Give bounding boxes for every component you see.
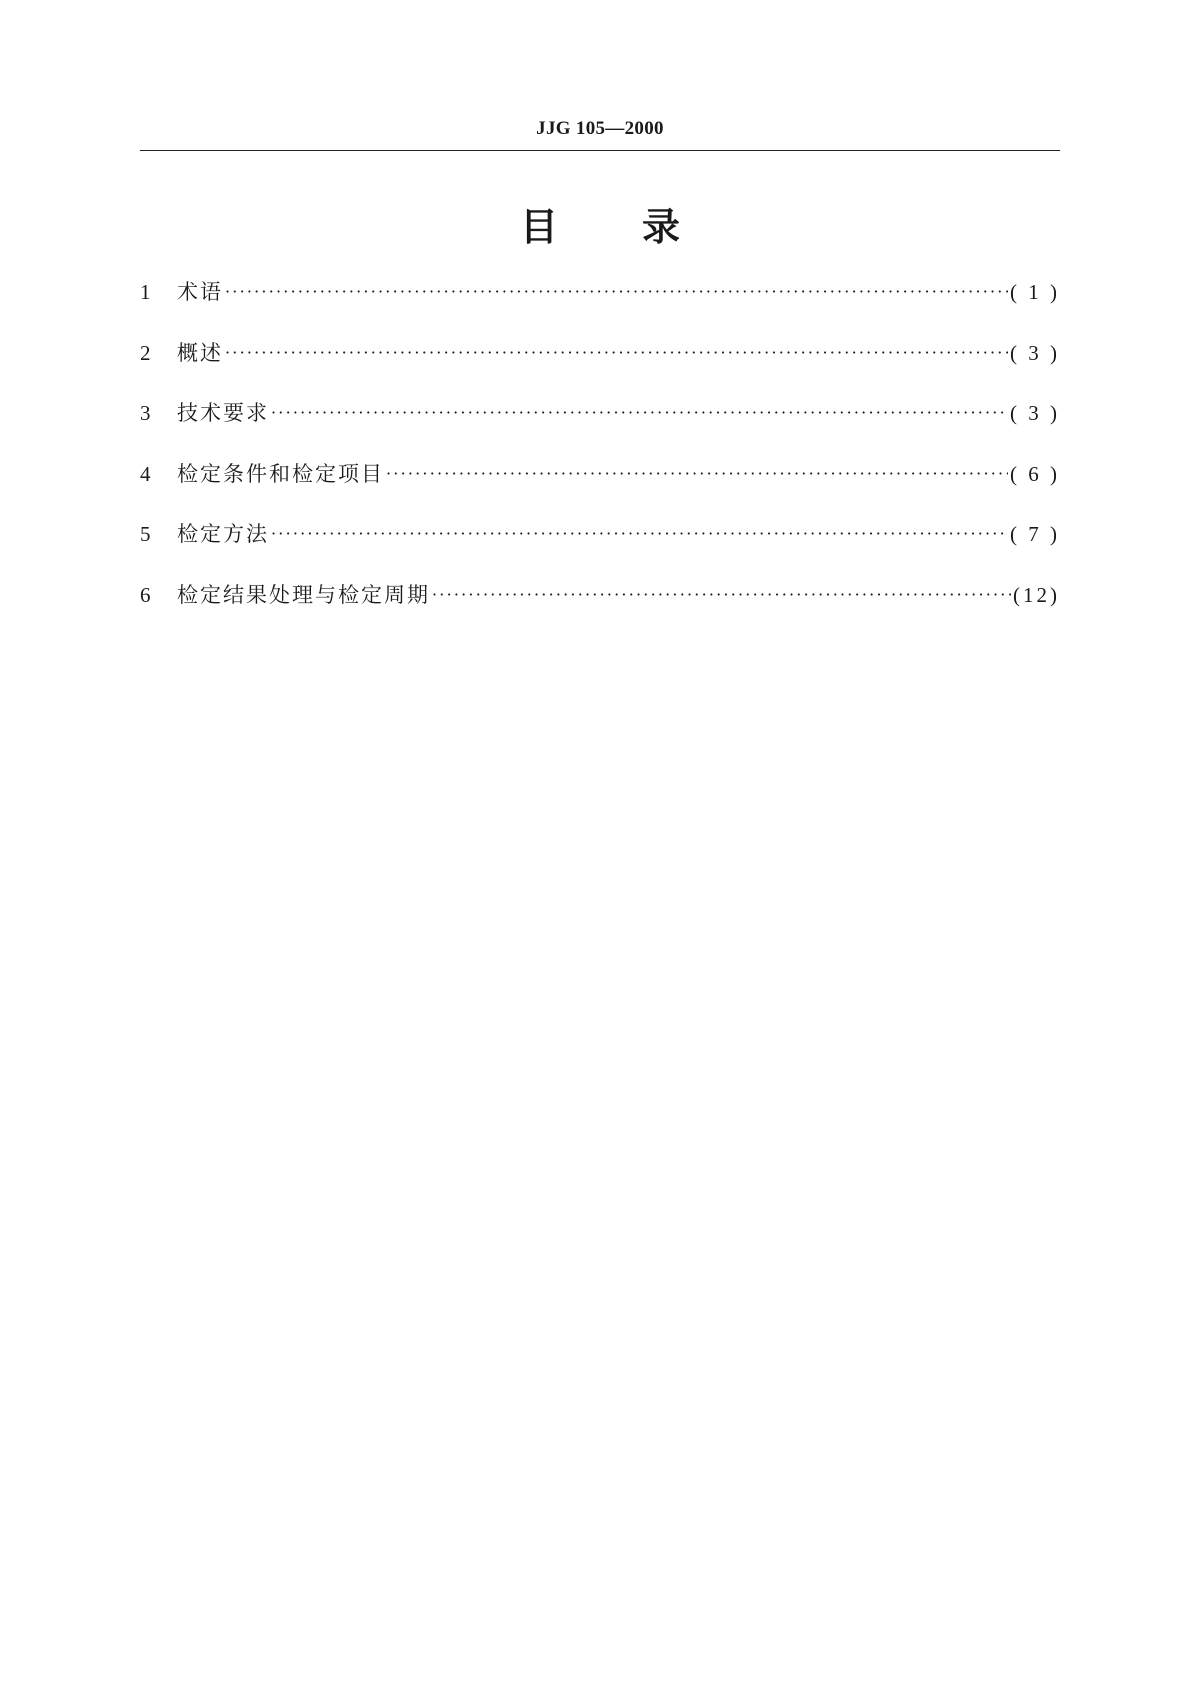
dot-leader	[225, 278, 1008, 299]
toc-entry-label: 检定方法	[177, 522, 269, 546]
toc-entry[interactable]	[140, 337, 1060, 398]
toc-entry[interactable]	[140, 518, 1060, 579]
toc-entry-number: 6	[140, 582, 151, 607]
toc-entry[interactable]	[140, 579, 1060, 640]
toc-entry[interactable]	[140, 276, 1060, 337]
toc-entry[interactable]	[140, 397, 1060, 458]
dot-leader	[432, 581, 1011, 602]
toc-entry-page: ( 6 )	[1010, 461, 1060, 486]
toc-entry-page: ( 7 )	[1010, 522, 1060, 546]
page-title: 目录	[519, 205, 764, 249]
toc-entry-number: 2	[140, 340, 151, 365]
toc-entry-label: 检定结果处理与检定周期	[177, 582, 430, 607]
dot-leader	[386, 460, 1008, 481]
toc-entry[interactable]	[140, 458, 1060, 519]
table-of-contents	[140, 276, 1060, 639]
toc-entry-page: ( 1 )	[1010, 280, 1060, 304]
dot-leader	[271, 520, 1008, 541]
header-divider	[140, 150, 1060, 151]
toc-entry-page: ( 3 )	[1010, 340, 1060, 365]
toc-entry-number: 4	[140, 461, 151, 486]
dot-leader	[225, 339, 1008, 360]
toc-entry-number: 3	[140, 401, 151, 425]
standard-code-header: JJG 105—2000	[536, 118, 664, 139]
toc-entry-label: 技术要求	[177, 401, 269, 425]
dot-leader	[271, 399, 1008, 420]
toc-entry-page: ( 3 )	[1010, 401, 1060, 425]
toc-entry-number: 5	[140, 522, 151, 546]
toc-entry-page: (12)	[1013, 582, 1060, 607]
toc-entry-number: 1	[140, 280, 151, 304]
toc-entry-label: 概述	[177, 340, 223, 365]
toc-entry-label: 检定条件和检定项目	[177, 461, 384, 486]
toc-entry-label: 术语	[177, 280, 223, 304]
